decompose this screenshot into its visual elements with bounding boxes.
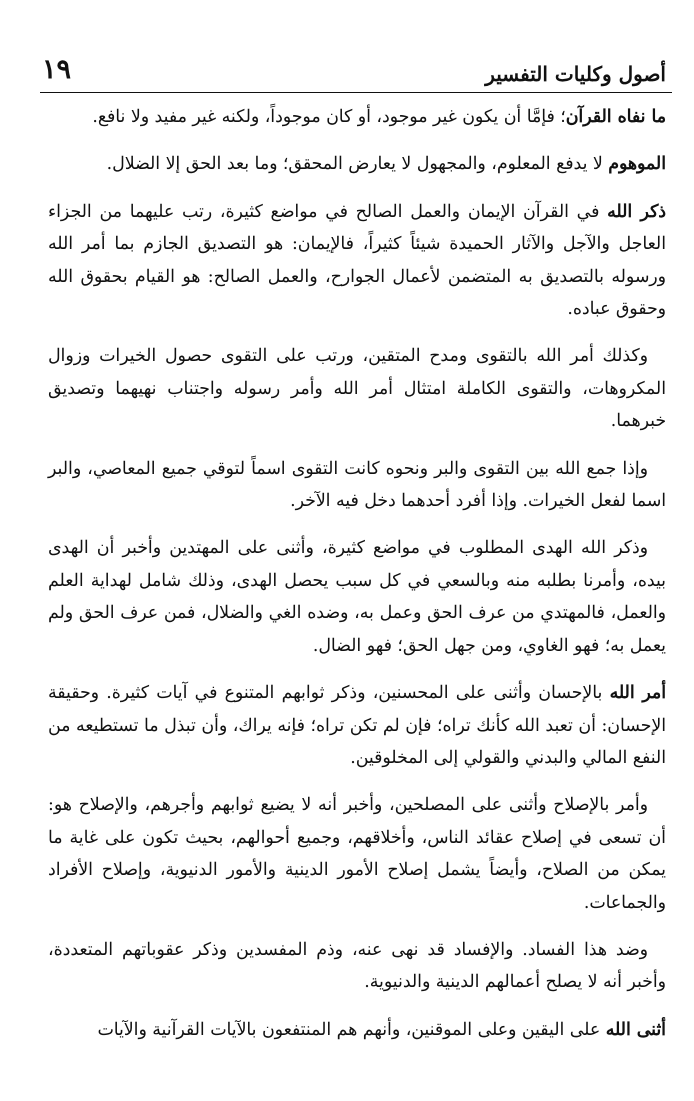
paragraph — [48, 101, 666, 133]
paragraph — [48, 1014, 666, 1046]
paragraph-keyword: الموهوم — [608, 154, 666, 175]
paragraph-text: وضد هذا الفساد. والإفساد قد نهى عنه، وذم المفسدين وذكر عقوباتهم المتعددة، وأخبر أنه لا يصلح أعمالهم الدينية والدنيوية. — [48, 939, 666, 993]
paragraph — [48, 677, 666, 774]
body-text — [40, 93, 672, 1046]
page-number: ١٩ — [42, 54, 72, 85]
paragraph — [48, 453, 666, 518]
paragraph-text: وذكر الله الهدى المطلوب في مواضع كثيرة، وأثنى على المهتدين وأخبر أن الهدى بيده، وأمرنا بطلبه منه وبالسعي في كل سبب يحصل الهدى، وذلك شامل لهداية العلم والعمل، فالمهتدي من عرف الحق وعمل به، وضده الغي والضلال، فمن عرف الحق ولم يعمل به؛ فهو الغاوي، ومن جهل الحق؛ فهو الضال. — [48, 538, 666, 656]
paragraph-text: وأمر بالإصلاح وأثنى على المصلحين، وأخبر أنه لا يضيع ثوابهم وأجرهم، والإصلاح هو: أن تسعى في إصلاح عقائد الناس، وأخلاقهم، وجميع أحوالهم، بحيث تكون على غاية ما يمكن من الصلاح، وأيضاً يشمل إصلاح الأمور الدينية والأمور الدنيوية، وإصلاح الأفراد والجماعات. — [48, 795, 666, 913]
paragraph-text: في القرآن الإيمان والعمل الصالح في مواضع كثيرة، رتب عليهما من الجزاء العاجل والآجل والآثار الحميدة شيئاً كثيراً، فالإيمان: هو التصديق الجازم بما أمر الله ورسوله بالتصديق به المتضمن لأعمال الجوارح، والعمل الصالح: هو القيام بحقوق الله وحقوق عباده. — [48, 201, 666, 320]
paragraph-keyword: ذكر الله — [607, 201, 666, 222]
paragraph-text: وإذا جمع الله بين التقوى والبر ونحوه كانت التقوى اسماً لتوقي جميع المعاصي، والبر اسما لفعل الخيرات. وإذا أفرد أحدهما دخل فيه الآخر. — [48, 458, 666, 512]
paragraph-keyword: ما نفاه القرآن — [565, 107, 666, 127]
running-header — [40, 48, 672, 93]
paragraph — [48, 789, 666, 919]
book-title: أصول وكليات التفسير — [485, 62, 666, 86]
paragraph-text: لا يدفع المعلوم، والمجهول لا يعارض المحقق؛ وما بعد الحق إلا الضلال. — [106, 154, 609, 175]
paragraph-text: على اليقين وعلى الموقنين، وأنهم هم المنتفعون بالآيات القرآنية والآيات — [97, 1019, 606, 1040]
paragraph — [48, 196, 666, 326]
book-page — [40, 48, 672, 1061]
paragraph — [48, 934, 666, 999]
paragraph — [48, 340, 666, 437]
paragraph-keyword: أثنى الله — [605, 1019, 666, 1040]
paragraph-text: وكذلك أمر الله بالتقوى ومدح المتقين، ورتب على التقوى حصول الخيرات وزوال المكروهات، والتقوى الكاملة امتثال أمر الله وأمر رسوله واجتناب نهيهما وتصديق خبرهما. — [48, 346, 666, 432]
paragraph-keyword: أمر الله — [609, 683, 666, 704]
paragraph — [48, 148, 666, 180]
paragraph — [48, 532, 666, 662]
paragraph-text: بالإحسان وأثنى على المحسنين، وذكر ثوابهم المتنوع في آيات كثيرة. وحقيقة الإحسان: أن تعبد الله كأنك تراه؛ فإن لم تكن تراه؛ فإنه يراك، وأن تبذل ما تستطيعه من النفع المالي والبدني والقولي إلى المخلوقين. — [48, 683, 666, 768]
paragraph-text: ؛ فإمَّا أن يكون غير موجود، أو كان موجوداً، ولكنه غير مفيد ولا نافع. — [92, 107, 566, 127]
